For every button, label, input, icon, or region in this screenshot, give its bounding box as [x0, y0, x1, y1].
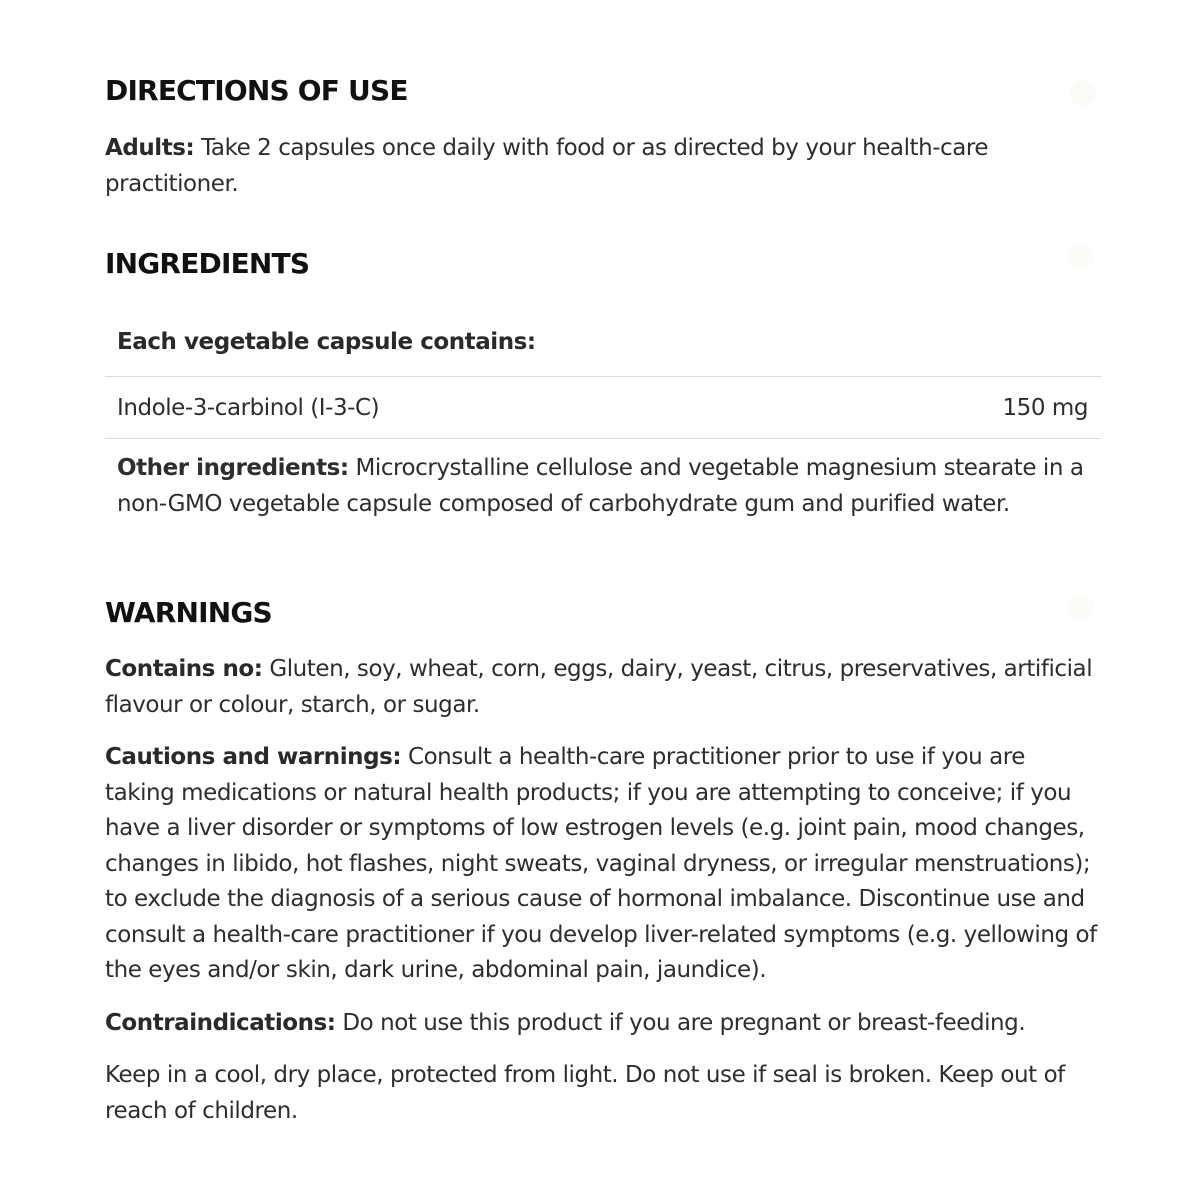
contains-no-paragraph — [105, 652, 1101, 723]
cautions-label: Cautions and warnings: — [105, 744, 402, 770]
ingredient-name: Indole-3-carbinol (I-3-C) — [117, 394, 380, 421]
directions-adults-paragraph — [105, 131, 1101, 202]
directions-title: DIRECTIONS OF USE — [105, 74, 408, 107]
contains-no-label: Contains no: — [105, 656, 263, 682]
contraindications-text: Do not use this product if you are pregnant or breast-feeding. — [335, 1010, 1026, 1036]
faint-decoration — [1068, 244, 1094, 270]
cautions-paragraph — [105, 740, 1101, 989]
ingredients-title: INGREDIENTS — [105, 247, 310, 280]
other-ingredients — [105, 439, 1101, 522]
table-row — [105, 377, 1101, 439]
ingredient-amount: 150 mg — [1002, 394, 1088, 421]
contraindications-label: Contraindications: — [105, 1010, 336, 1036]
faint-decoration — [1068, 594, 1094, 620]
ingredients-table-header: Each vegetable capsule contains: — [105, 307, 1101, 377]
adults-text: Take 2 capsules once daily with food or as directed by your health-care practitioner. — [105, 135, 989, 197]
ingredients-table — [105, 307, 1101, 522]
faint-decoration — [1070, 80, 1096, 106]
cautions-text: Consult a health-care practitioner prior to use if you are taking medications or natural health products; if you are attempting to conceive; if you have a liver disorder or symptoms of low estrogen levels (e.g. joint pain, mood changes, changes in libido, hot flashes, night sweats, vaginal dryness, or irregular menstruations); to exclude the diagnosis of a serious cause of hormonal imbalance. Discontinue use and consult a health-care practitioner if you develop liver-related symptoms (e.g. yellowing of the eyes and/or skin, dark urine, abdominal pain, jaundice). — [105, 744, 1097, 983]
warnings-title: WARNINGS — [105, 596, 272, 629]
contains-no-text: Gluten, soy, wheat, corn, eggs, dairy, yeast, citrus, preservatives, artificial flavour or colour, starch, or sugar. — [105, 656, 1093, 718]
contraindications-paragraph — [105, 1006, 1101, 1042]
other-ingredients-text: Microcrystalline cellulose and vegetable magnesium stearate in a non-GMO vegetable capsule composed of carbohydrate gum and purified water. — [117, 455, 1084, 517]
other-ingredients-label: Other ingredients: — [117, 455, 349, 481]
adults-label: Adults: — [105, 135, 195, 161]
storage-paragraph: Keep in a cool, dry place, protected from light. Do not use if seal is broken. Keep out of reach of children. — [105, 1062, 1065, 1124]
